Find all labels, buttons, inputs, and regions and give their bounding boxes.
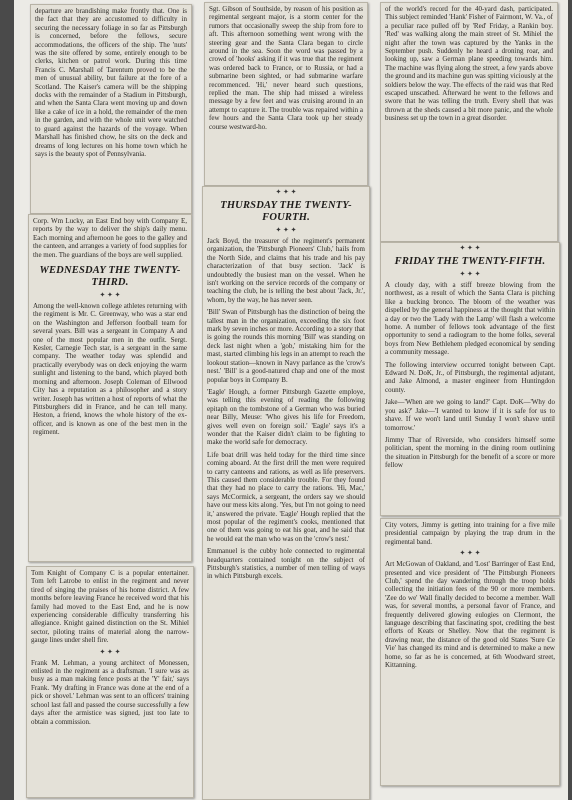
col3-body-text: A cloudy day, with a stiff breeze blowing from the northwest, as a result of which the Santa Clara is pitching like a bucking bronco. The bloom of the weather was dispelled by the general happiness at the thought that within a day or two the 'Lady with the Lamp' will flash a welcome home. A number of fellows took advantage of the first opportunity to send a radiogram to the home folks, several boys from New Bethlehem pledged economical by sending a community message. — [385, 281, 555, 357]
col1-lower-stars: ✦ ✦ ✦ — [99, 647, 121, 656]
clipping-col1-middle — [28, 214, 192, 562]
col3-body-text-5: City voters, Jimmy is getting into training for a five mile presidential campaign by playing the trap drum in the regimental band. — [385, 521, 555, 546]
col3-stars: ✦ ✦ ✦ — [459, 270, 481, 278]
col2-body-text-5: Emmanuel is the cubby hole connected to regimental headquarters contained tonight on the subject of Pittsburgh's statistics, a number of men telling of ways in which Pittsburgh excels. — [207, 547, 365, 581]
clipping-col3-lower — [380, 518, 560, 786]
col1-headline: WEDNESDAY THE TWENTY-THIRD. — [39, 265, 181, 289]
col1-stars: ✦ ✦ ✦ — [99, 291, 121, 300]
col1-body-text: Among the well-known college athletes returning with the regiment is Mr. C. Greenway, who was a star end on the Washington and Jefferson football team for several years. Bill was a sergeant in Company A and one of the most popular men in the outfit. Sergt. Kesler, Carnegie Tech star, is a sergeant in the same company. The weather today was splendid and practically everybody was on deck enjoying the warm sunlight and listening to the band, which played both morning and afternoon. Joseph Coleman of Ellwood City has a reputation as a philosopher and a story writer. Joseph has written a host of reports of what the Pittsburghers did in France, and he can tell many. Heston, a friend, knows the whole history of the ex-officer, and is known as one of the best men in the regiment. — [33, 302, 187, 437]
col3-lower-stars: ✦ ✦ ✦ — [459, 549, 481, 558]
col2-top-text: Sgt. Gibson of Southside, by reason of his position as regimental sergeant major, is a storm center for the rumors that occasionally sweep the ship from fore to aft. This afternoon something went wrong with the steering gear and the Santa Clara began to circle around in the sea. Soon the word was passed by a crowd of 'hooks' asking if it was true that the regiment was ordered back to France, or to Russia, or had a submarine been sighted, or had submarine warfare recommenced. 'Hi,' never heard such questions, replied the man. The ship had missed a wireless message by a few feet and was cruising around in an attempt to capture it. The trouble was repaired within a few hours and the Santa Clara took up her steady course westward-ho. — [209, 5, 363, 131]
clipping-col2-top — [204, 2, 368, 186]
col3-body-text-3: Jake—'When are we going to land?' Capt. DoK—'Why do you ask?' Jake—'I wanted to know if it is safe for us to shave. If we won't land until Sunday I won't shave until tomorrow.' — [385, 398, 555, 432]
clipping-col1-top — [30, 4, 192, 214]
col3-headline: FRIDAY THE TWENTY-FIFTH. — [394, 256, 546, 267]
col2-stars: ✦ ✦ ✦ — [275, 226, 297, 234]
col3-top-stars: ✦ ✦ ✦ — [459, 244, 481, 252]
col1-lower-text-2: Frank M. Lehman, a young architect of Monessen, enlisted in the regiment as a draftsman. 'I sure was as busy as a man making fence posts at the 'Y' fair,' says Frank. 'My drafting in France was done at the end of a pick or shovel.' Lehman was sent to an officers' training school last fall and passed the course successfully a few days after the armistice was signed, just too late to obtain a commission. — [31, 658, 189, 726]
col3-body-text-4: Jimmy Thar of Riverside, who considers himself some politician, spent the morning in the dining room outlining the situation in Pittsburgh for the benefit of a score or more fellow — [385, 435, 555, 470]
clipping-col3-middle — [380, 242, 560, 516]
clipping-col2-main — [202, 186, 370, 800]
col2-body-text: Jack Boyd, the treasurer of the regiment's permanent organization, the 'Pittsburgh Pioneers' Club,' hails from the North Side, and claims that his trade and his pay characterization of that busy section. 'Jack' is undoubtedly the busiest man on the vessel. When he isn't working on the service records of the company or teaching the club, he is telling the best about 'Jack, Jr.', whom, by the way, he has never seen. — [207, 237, 365, 304]
col2-body-text-2: 'Bill' Swan of Pittsburgh has the distinction of being the tallest man in the organization, exceeding the six foot mark by seven inches or more. According to a story that is going the rounds this morning 'Bill' was standing on deck last night when a 'gob,' mistaking him for the mast, started climbing his legs in an attempt to reach the lookout station—known in Navy parlance as the 'crow's nest.' 'Bill' is a good-natured chap and one of the most popular boys in Company B. — [207, 308, 365, 384]
col1-mid-text: Corp. Wm Lucky, an East End boy with Company E, reports by the way to deliver the ship's daily menu. Each morning and afternoon he goes to the galley and the canteen, and arranges a variety of food supplies for the men. The guardians of the boys are well supplied. — [33, 217, 187, 259]
col2-body-text-4: Life boat drill was held today for the third time since coming aboard. At the first drill the men were required to carry canteens and rations, as well as life preservers. This caused them considerable trouble. For they found that they had no place to carry the rations. 'Hi, Mac,' says McCormick, a sergeant, the orders say we should have our mess kits along. 'Yes, but I'm not going to need it,' answered the private. 'Eagle' Hough replied that the most popular of the regiment's cooks, mentioned that one of them was going to eat his goat, and he said that he would eat the man who was on the 'crow's nest.' — [207, 450, 365, 543]
col3-body-text-6: Art McGowan of Oakland, and 'Lost' Barringer of East End, presented and vice president of 'The Pittsburgh Pioneers Club,' spend the day wandering through the troop holds collecting the initiation fees of the 90 or more members. 'Zee do we' Wall finally decided to become a member. Wall was, for several months, a personal favor of France, and frequently delivered glowing eulogies on Clermont, the language describing that fascinating spot, crediting the best efforts of Keats or Shelley. Now that the regiment is drawing near, the distance of the good old States 'Sure Ce Vie' has changed its mind and is determined to make a new home, so far as he is concerned, at 6th Woodward street, Kittanning. — [385, 560, 555, 670]
col2-top-stars: ✦ ✦ ✦ — [275, 188, 297, 196]
clipping-col3-top — [380, 2, 558, 242]
col2-body-text-3: 'Eagle' Hough, a former Pittsburgh Gazette employe, was telling this evening of reading the following epitaph on the tombstone of a German who was buried near Billy, Meuse: 'Who gives his life for Freedom, gives well even on foreign soil.' 'Eagle' says it's a wonder that the Kaiser didn't claim to be fighting to make the world safe for democracy. — [207, 387, 365, 447]
col2-headline: THURSDAY THE TWENTY-FOURTH. — [220, 200, 352, 223]
col1-lower-text-1: Tom Knight of Company C is a popular entertainer. Tom left Latrobe to enlist in the regiment and never tired of singing the praises of his home district. A few months before leaving France he received word that his family had moved to the East End, and he is now experiencing considerable difficulty transferring his allegiance. Knight gained distinction on the St. Mihiel sector, piloting trains of material along the narrow-gauge lines under shell fire. — [31, 569, 189, 645]
col3-top-text: of the world's record for the 40-yard dash, participated. This subject reminded 'Hank' Fisher of Fairmont, W. Va., of a peculiar race pulled off by 'Red' Friday, a Rankin boy. 'Red' was walking along the main street of St. Mihiel the night after the town was captured by the Yanks in the September push. Suddenly he heard a droning roar, and looking up, saw a German plane speeding towards him. The machine was flying along the street, a few yards above the ground and its machine gun was spitting viciously at the soldiers below the way. The effects of the raid was that Red escaped unscathed. Afterward he went to the fellows and swore that he was telling the truth. Every shell that was thrown at the sheds caused a bit more panic, and the whole business set up the town in a great disorder. — [385, 5, 553, 123]
col3-body-text-2: The following interview occurred tonight between Capt. Edward N. DoK, Jr., of Pittsburgh, the regimental adjutant, and Jake Almond, a master engineer from Huntingdon county. — [385, 360, 555, 394]
scrapbook-page — [14, 0, 568, 800]
col1-top-text: departure are brandishing make frontly that. One is the fact that they are accustomed to difficulty in securing the necessary foliage in so far as Pittsburgh is concerned, before the fellows, secure accommodations, the officers of the ship. The 'nuts' was the site offered by some, entirely enough to be clerks, kitchen or patrol work. During this time Francis C. Marshall of Tarentum proved to be the men of unusual ability, but failure at the fore of a Scotland. The Kaiser's camera will be the shipping docks with the remainder of a Stadium in Pittsburgh, and when the Santa Clara went moving up and down like a cake of ice in a hold, the remainder of the men in the garden, and with the whole unit were watched to guard against the hazards of the voyage. When Marshall has finished chow, he sits on the deck and dreams of long lectures on his home town which he says is the beauty spot of Pennsylvania. — [35, 7, 187, 158]
clipping-col1-lower — [26, 566, 194, 798]
